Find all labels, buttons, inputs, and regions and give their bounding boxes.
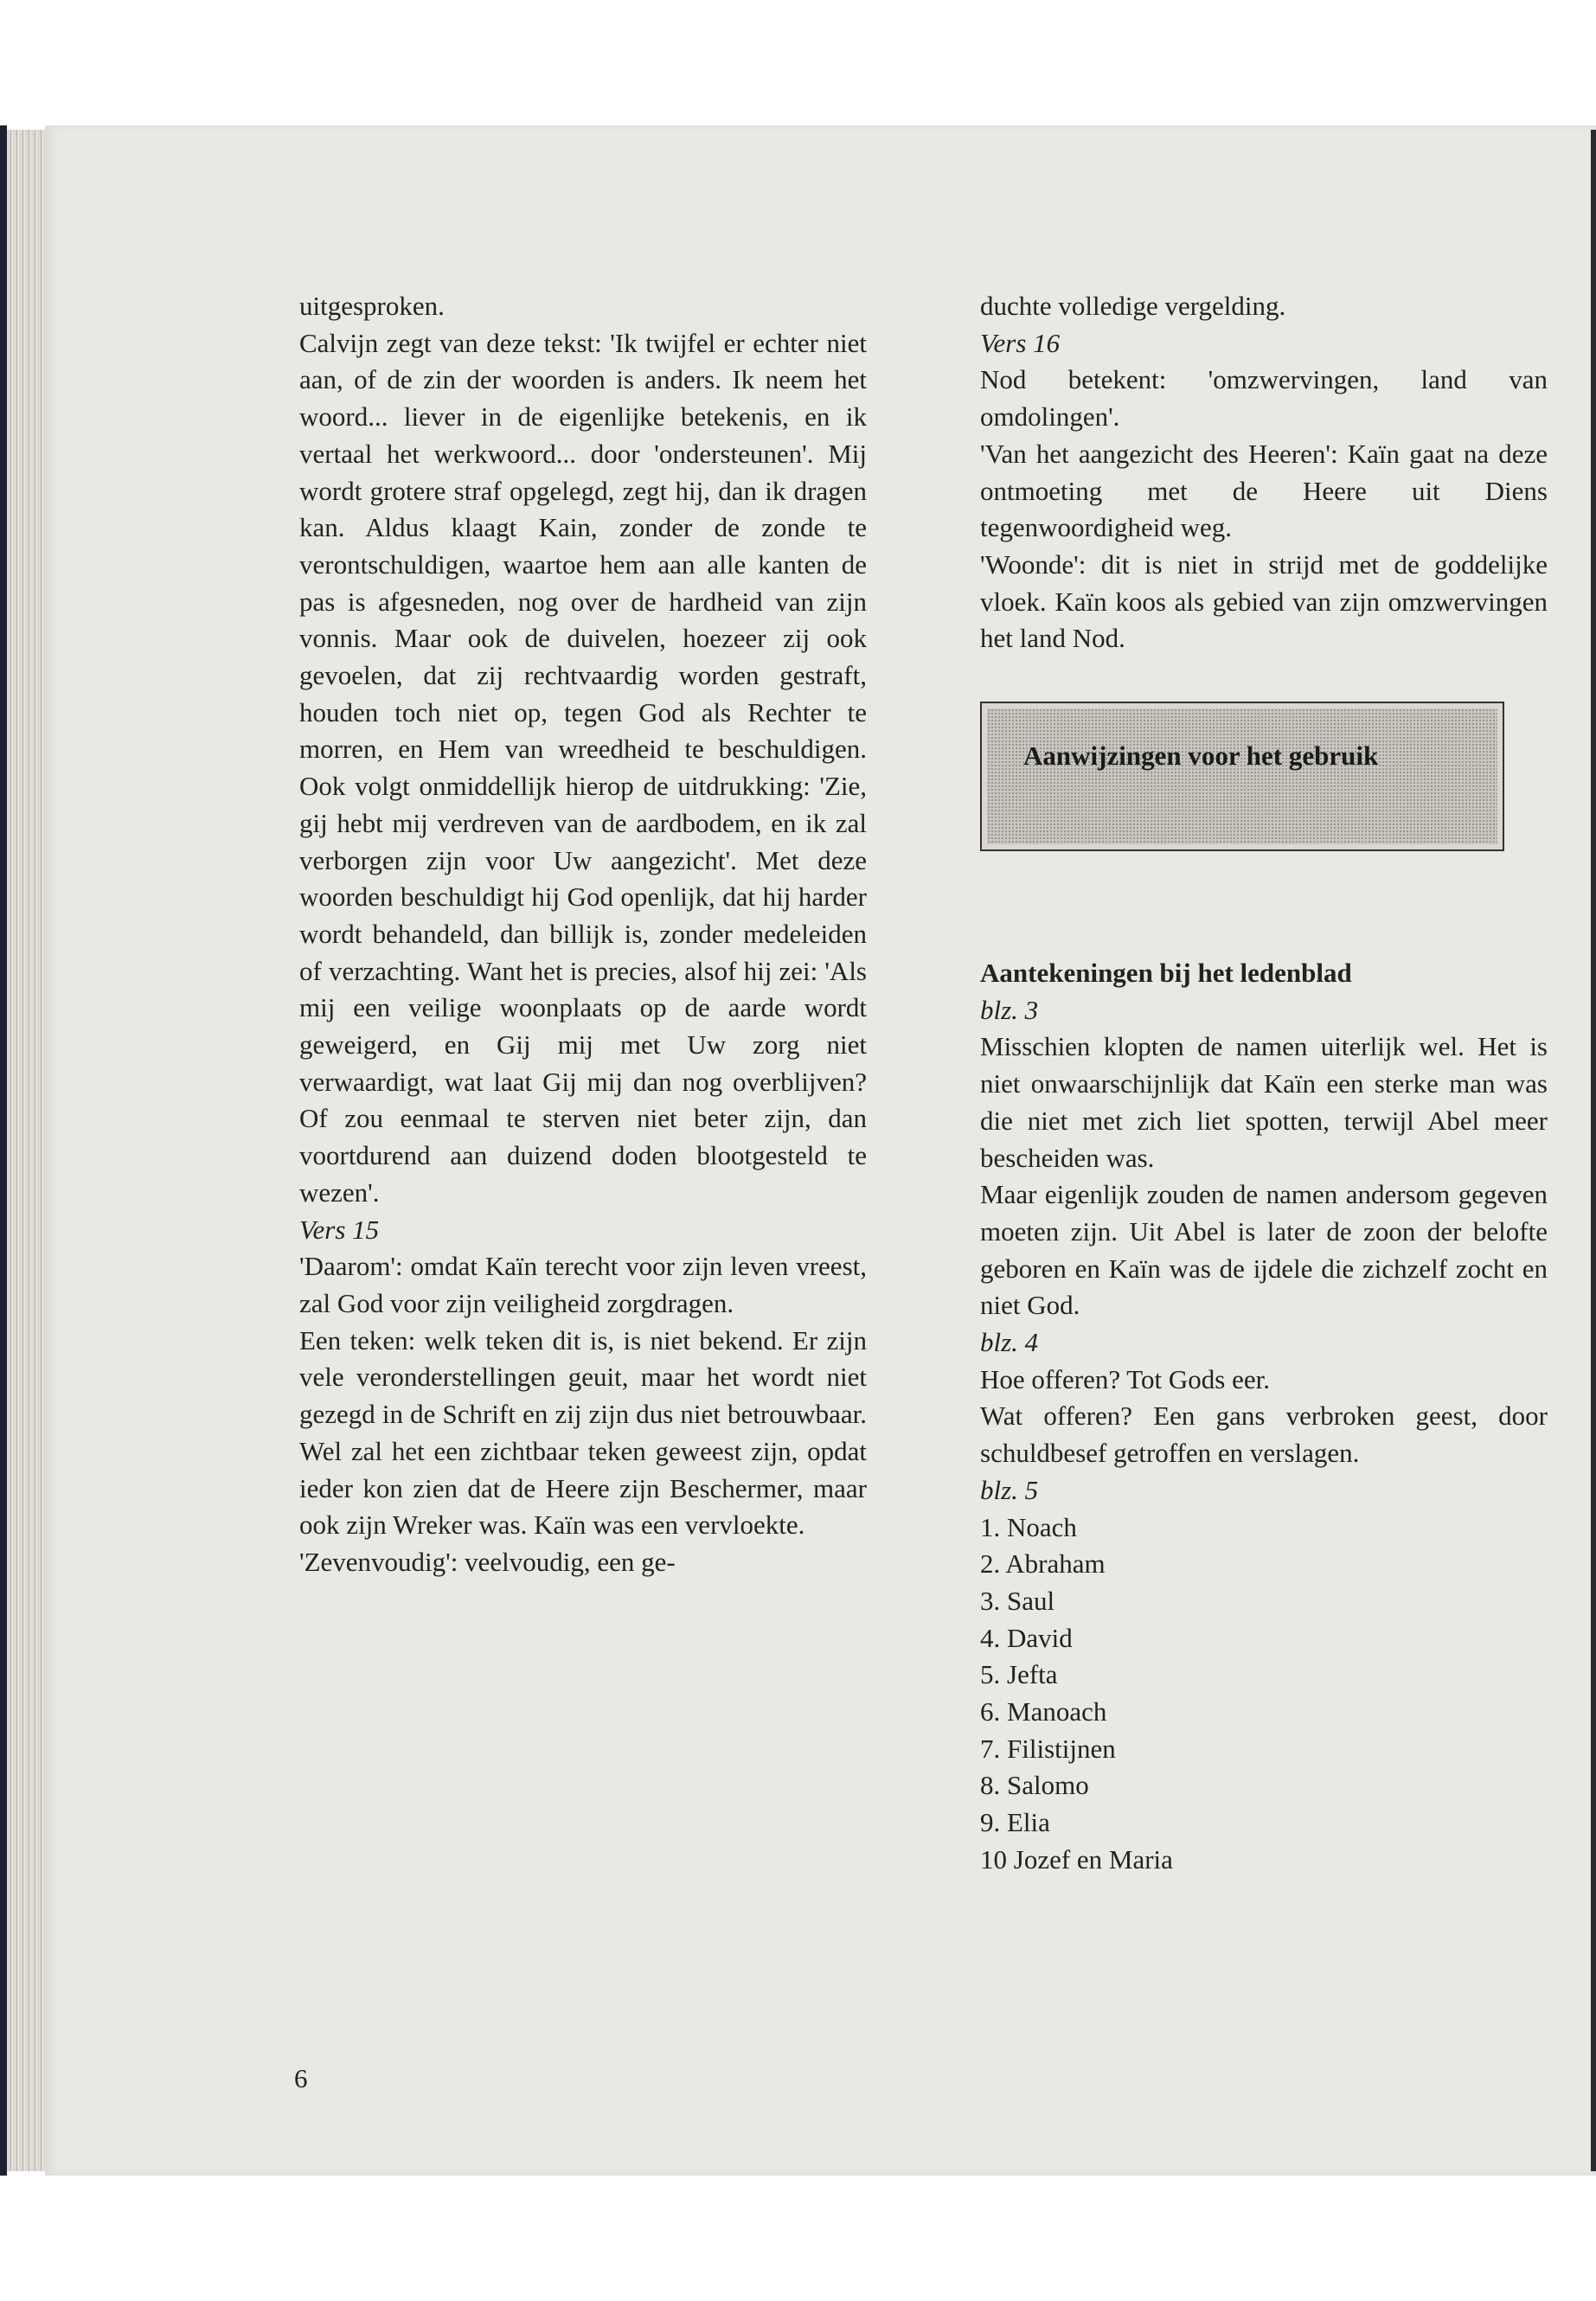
- paragraph: 'Zevenvoudig': veelvoudig, een ge-: [299, 1546, 676, 1577]
- list-item: 10 Jozef en Maria: [980, 1843, 1173, 1875]
- book-edge-dark: [0, 125, 7, 2176]
- paragraph: Misschien klopten de namen uiterlijk wel. Het is niet onwaarschijnlijk dat Kaïn een sterke man was die niet met zich liet spotten, terwijl Abel meer bescheiden was.: [980, 1031, 1548, 1173]
- paragraph: 'Woonde': dit is niet in strijd met de goddelijke vloek. Kaïn koos als gebied van zijn omzwervingen het land Nod.: [980, 548, 1548, 654]
- paragraph: 'Van het aangezicht des Heeren': Kaïn gaat na deze ontmoeting met de Heere uit Diens tegenwoordigheid weg.: [980, 438, 1548, 543]
- list-item: 8. Salomo: [980, 1770, 1089, 1801]
- blz3-heading: blz. 3: [980, 994, 1039, 1025]
- list-item: 9. Elia: [980, 1807, 1050, 1838]
- box-title: Aanwijzingen voor het gebruik: [1023, 740, 1379, 771]
- book-edge-right: [1591, 130, 1596, 2171]
- paragraph: Hoe offeren? Tot Gods eer.: [980, 1363, 1270, 1394]
- left-column: [299, 288, 867, 1581]
- vers15-heading: Vers 15: [299, 1214, 380, 1245]
- instructions-box: [980, 702, 1504, 851]
- blz4-heading: blz. 4: [980, 1327, 1039, 1358]
- paragraph: Wat offeren? Een gans verbroken geest, door schuldbesef getroffen en verslagen.: [980, 1400, 1548, 1469]
- list-item: 6. Manoach: [980, 1696, 1107, 1727]
- right-column-bottom: [980, 955, 1548, 1879]
- box-screen-pattern: [987, 708, 1497, 844]
- paragraph: Nod betekent: 'omzwervingen, land van omdolingen'.: [980, 364, 1548, 433]
- paragraph: 'Daarom': omdat Kaïn terecht voor zijn leven vreest, zal God voor zijn veiligheid zorgdragen.: [299, 1251, 867, 1318]
- paragraph: Maar eigenlijk zouden de namen andersom gegeven moeten zijn. Uit Abel is later de zoon der belofte geboren en Kaïn was de ijdele die zichzelf zocht en niet God.: [980, 1179, 1548, 1321]
- list-item: 4. David: [980, 1622, 1073, 1653]
- paragraph: Calvijn zegt van deze tekst: 'Ik twijfel er echter niet aan, of de zin der woorden is anders. Ik neem het woord... liever in de eigenlijke betekenis, en ik vertaal het werkwoord... door 'ondersteunen'. Mij wordt grotere straf opgelegd, zegt hij, dan ik dragen kan. Aldus klaagt Kain, zonder de zonde te verontschuldigen, waartoe hem aan alle kanten de pas is afgesneden, nog over de hardheid van zijn vonnis. Maar ook de duivelen, hoezeer zij ook gevoelen, dat zij rechtvaardig worden gestraft, houden toch niet op, tegen God als Rechter te morren, en Hem van wreedheid te beschuldigen. Ook volgt onmiddellijk hierop de uitdrukking: 'Zie, gij hebt mij verdreven van de aardbodem, en ik zal verborgen zijn voor Uw aangezicht'. Met deze woorden beschuldigt hij God openlijk, dat hij harder wordt behandeld, dan billijk is, zonder medeleiden of verzachting. Want het is precies, alsof hij zei: 'Als mij een veilige woonplaats op de aarde wordt geweigerd, en Gij mij met Uw zorg niet verwaardigt, wat laat Gij mij dan nog overblijven? Of zou eenmaal te sterven niet beter zijn, dan voortdurend aan duizend doden blootgesteld te wezen'.: [299, 327, 867, 1208]
- list-item: 1. Noach: [980, 1511, 1077, 1542]
- page-number: 6: [294, 2063, 308, 2093]
- blz5-heading: blz. 5: [980, 1474, 1039, 1505]
- book-page-edges: [7, 130, 45, 2171]
- vers16-heading: Vers 16: [980, 327, 1061, 358]
- list-item: 2. Abraham: [980, 1548, 1106, 1580]
- paragraph: uitgesproken.: [299, 291, 445, 321]
- paragraph: Een teken: welk teken dit is, is niet bekend. Er zijn vele veronderstellingen geuit, maar het wordt niet gezegd in de Schrift en zij zijn dus niet betrouwbaar. Wel zal het een zichtbaar teken geweest zijn, opdat ieder kon zien dat de Heere zijn Beschermer, maar ook zijn Wreker was. Kaïn was een vervloekte.: [299, 1324, 867, 1541]
- list-item: 7. Filistijnen: [980, 1733, 1116, 1764]
- list-item: 3. Saul: [980, 1585, 1055, 1616]
- paragraph: duchte volledige vergelding.: [980, 291, 1286, 321]
- right-column-top: [980, 288, 1548, 657]
- list-item: 5. Jefta: [980, 1659, 1058, 1690]
- notes-heading: Aantekeningen bij het ledenblad: [980, 958, 1352, 988]
